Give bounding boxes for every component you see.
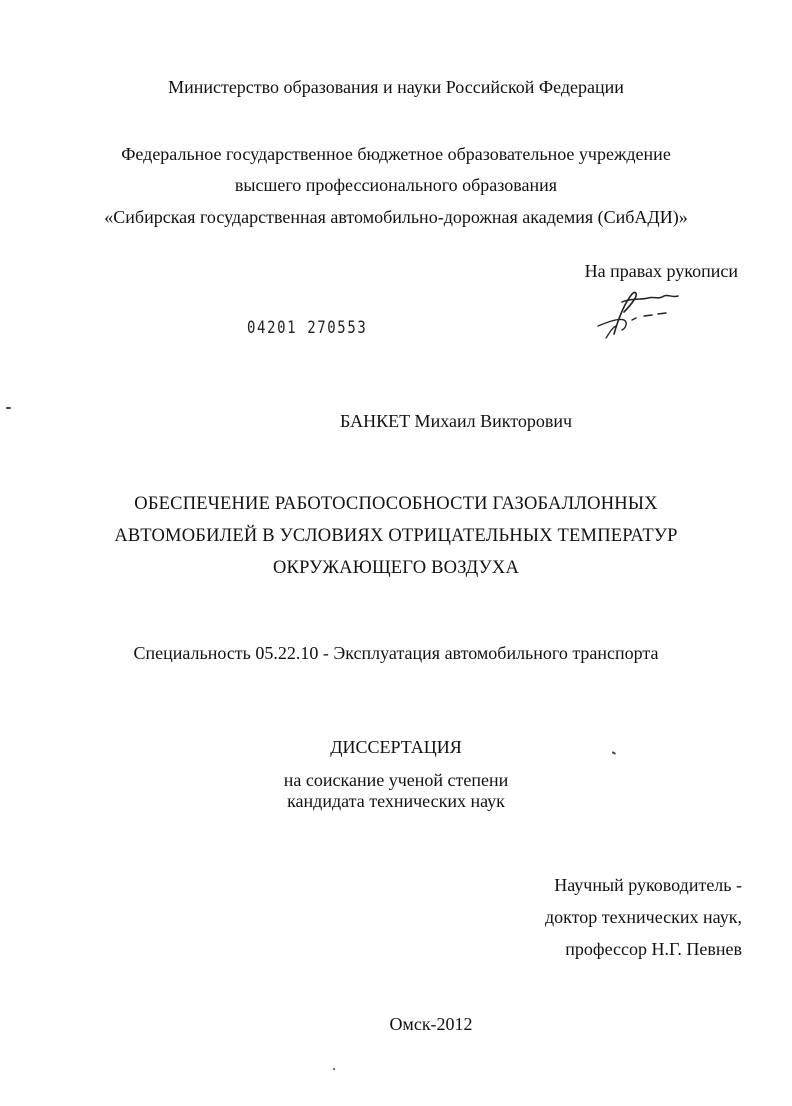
specialty: Специальность 05.22.10 - Эксплуатация автомобильного транспорта — [133, 643, 659, 663]
supervisor-line-2: доктор технических наук, — [545, 907, 742, 927]
registration-number: 04201 270553 — [247, 318, 368, 338]
handwritten-signature — [578, 282, 688, 342]
manuscript-note: На правах рукописи — [584, 261, 738, 281]
city-year: Омск-2012 — [389, 1014, 473, 1034]
scan-speck — [6, 407, 11, 409]
title-line-2: АВТОМОБИЛЕЙ В УСЛОВИЯХ ОТРИЦАТЕЛЬНЫХ ТЕМПЕРАТУР — [114, 526, 678, 546]
degree-line-1: на соискание ученой степени — [283, 770, 509, 790]
institution-line-3: «Сибирская государственная автомобильно-дорожная академия (СибАДИ)» — [104, 207, 688, 227]
institution-line-1: Федеральное государственное бюджетное образовательное учреждение — [121, 144, 671, 164]
supervisor-line-1: Научный руководитель - — [554, 875, 742, 895]
ministry-name: Министерство образования и науки Российской Федерации — [168, 77, 624, 97]
institution-line-2: высшего профессионального образования — [234, 175, 558, 195]
scan-speck — [333, 1068, 335, 1070]
title-line-1: ОБЕСПЕЧЕНИЕ РАБОТОСПОСОБНОСТИ ГАЗОБАЛЛОННЫХ — [134, 494, 658, 514]
author-name: БАНКЕТ Михаил Викторович — [339, 411, 573, 431]
degree-line-2: кандидата технических наук — [287, 791, 505, 811]
supervisor-line-3: профессор Н.Г. Певнев — [565, 939, 742, 959]
title-line-3: ОКРУЖАЮЩЕГО ВОЗДУХА — [272, 558, 520, 578]
work-type-label: ДИССЕРТАЦИЯ — [330, 737, 462, 757]
